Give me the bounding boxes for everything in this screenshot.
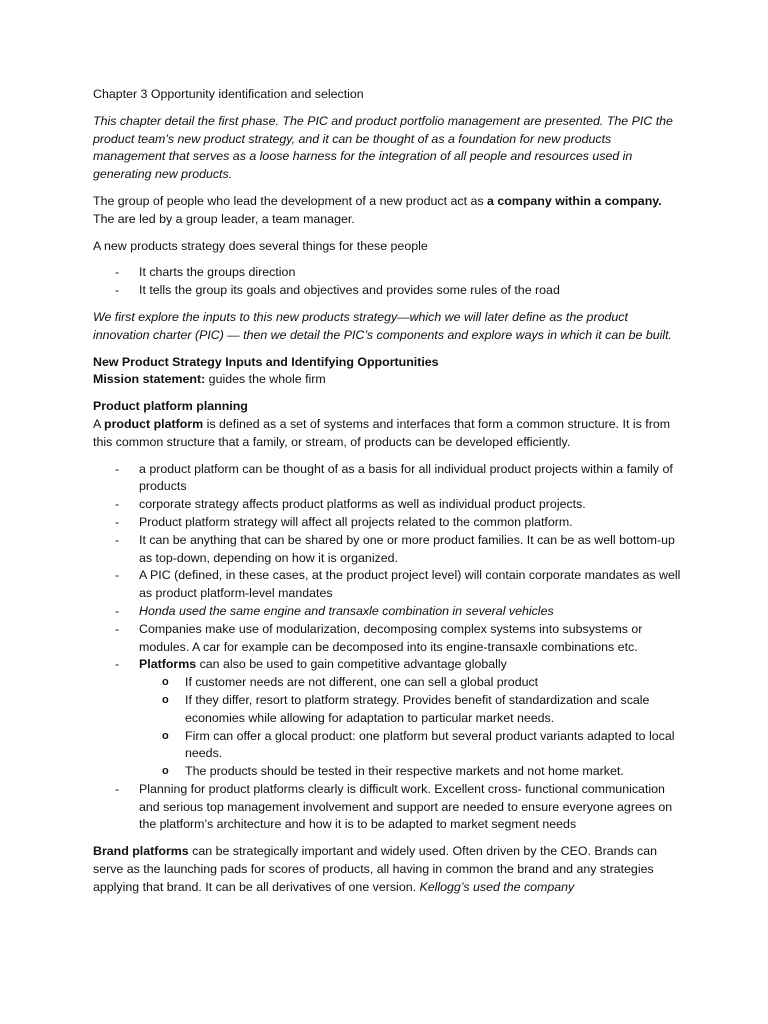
mission-text: guides the whole firm (205, 372, 326, 387)
brand-label: Brand platforms (93, 844, 189, 859)
list-item (93, 461, 683, 497)
list-item (93, 656, 683, 781)
dash-bullet: - (115, 265, 120, 280)
list-item (93, 567, 683, 603)
dash-bullet: - (115, 283, 120, 298)
list-item-text: Honda used the same engine and transaxle combination in several vehicles (139, 603, 554, 618)
list-item (93, 621, 683, 657)
dash-bullet: - (115, 461, 120, 476)
circle-bullet: o (162, 693, 169, 706)
sub-list-item-text: If customer needs are not different, one can sell a global product (185, 675, 539, 690)
sub-list-item-text: The products should be tested in their respective markets and not home market. (185, 764, 624, 779)
platforms-label: Platforms (139, 657, 197, 672)
circle-bullet: o (162, 676, 169, 689)
dash-bullet: - (115, 532, 120, 547)
circle-bullet: o (162, 729, 169, 742)
sub-list-item-text: If they differ, resort to platform strategy. Provides benefit of standardization and scale economies while allowing for adaptation to particular market needs. (185, 692, 650, 725)
dash-bullet: - (115, 657, 120, 672)
strategy-intro: A new products strategy does several things for these people (93, 238, 428, 253)
list-item-text: a product platform can be thought of as a basis for all individual product projects within a family of products (139, 461, 673, 494)
dash-bullet: - (115, 568, 120, 583)
list-item-text: It charts the groups direction (139, 265, 296, 280)
list-item (93, 514, 683, 532)
list-item (93, 264, 683, 282)
inputs-section (93, 354, 683, 390)
platform-def-a: A (93, 416, 105, 431)
list-item-text: A PIC (defined, in these cases, at the product project level) will contain corporate mandates as well as product platform-level mandates (139, 568, 681, 601)
platform-list (93, 461, 683, 835)
section-heading: Product platform planning (93, 399, 248, 414)
list-item (93, 282, 683, 300)
section-heading: New Product Strategy Inputs and Identifying Opportunities (93, 354, 439, 369)
dash-bullet: - (115, 603, 120, 618)
circle-bullet: o (162, 765, 169, 778)
sub-list-item (139, 692, 683, 728)
list-item (93, 496, 683, 514)
mission-label: Mission statement: (93, 372, 206, 387)
dash-bullet: - (115, 621, 120, 636)
list-item (93, 532, 683, 568)
sub-list-item (139, 763, 683, 781)
list-item-text: Companies make use of modularization, decomposing complex systems into subsystems or modules. A car for example can be decomposed into its engine-transaxle combinations etc. (139, 621, 643, 654)
list-item-text: corporate strategy affects product platforms as well as individual product projects. (139, 497, 586, 512)
group-text-a: The group of people who lead the development of a new product act as (93, 193, 488, 208)
group-text-emphasis: a company within a company. (487, 193, 662, 208)
platform-section (93, 398, 683, 451)
list-item (93, 781, 683, 834)
sub-list-item (139, 674, 683, 692)
strategy-list (93, 264, 683, 300)
sub-list-item-text: Firm can offer a glocal product: one platform but several product variants adapted to local needs. (185, 728, 675, 761)
list-item (93, 603, 683, 621)
platform-def-term: product platform (104, 416, 204, 431)
group-paragraph (93, 193, 683, 229)
global-sublist (139, 674, 683, 781)
list-item-text: can also be used to gain competitive advantage globally (196, 657, 507, 672)
list-item-text: Product platform strategy will affect all projects related to the common platform. (139, 514, 573, 529)
intro-paragraph: This chapter detail the first phase. The PIC and product portfolio management are presented. The PIC the product team’s new product strategy, and it can be thought of as a foundation for new products management that serves as a loose harness for the integration of all people and resources used in generating new products. (93, 113, 673, 182)
brand-italic: Kellogg’s used the company (419, 879, 575, 894)
list-item-text: It can be anything that can be shared by one or more product families. It can be as well bottom-up as top-down, depending on how it is organized. (139, 532, 675, 565)
dash-bullet: - (115, 781, 120, 796)
sub-list-item (139, 728, 683, 764)
document-page (93, 86, 683, 897)
explore-paragraph: We first explore the inputs to this new products strategy—which we will later define as the product innovation charter (PIC) — then we detail the PIC’s components and explore ways in which it can be built. (93, 309, 672, 342)
brand-paragraph (93, 843, 683, 896)
brand-text: can be strategically important and widely used. Often driven by the CEO. Brands can serve as the launching pads for scores of products, all having in common the brand and any strategies applying that brand. It can be all derivatives of one version. (93, 844, 658, 894)
dash-bullet: - (115, 514, 120, 529)
list-item-text: Planning for product platforms clearly is difficult work. Excellent cross- functional communication and serious top management involvement and support are needed to ensure everyone agrees on the platform’s architecture and how it is to be adapted to market segment needs (139, 781, 673, 832)
platform-def-c: is defined as a set of systems and interfaces that form a common structure. It is from this common structure that a family, or stream, of products can be developed efficiently. (93, 416, 671, 449)
group-text-c: The are led by a group leader, a team manager. (93, 211, 355, 226)
dash-bullet: - (115, 497, 120, 512)
chapter-title: Chapter 3 Opportunity identification and selection (93, 87, 364, 101)
list-item-text: It tells the group its goals and objectives and provides some rules of the road (139, 283, 560, 298)
